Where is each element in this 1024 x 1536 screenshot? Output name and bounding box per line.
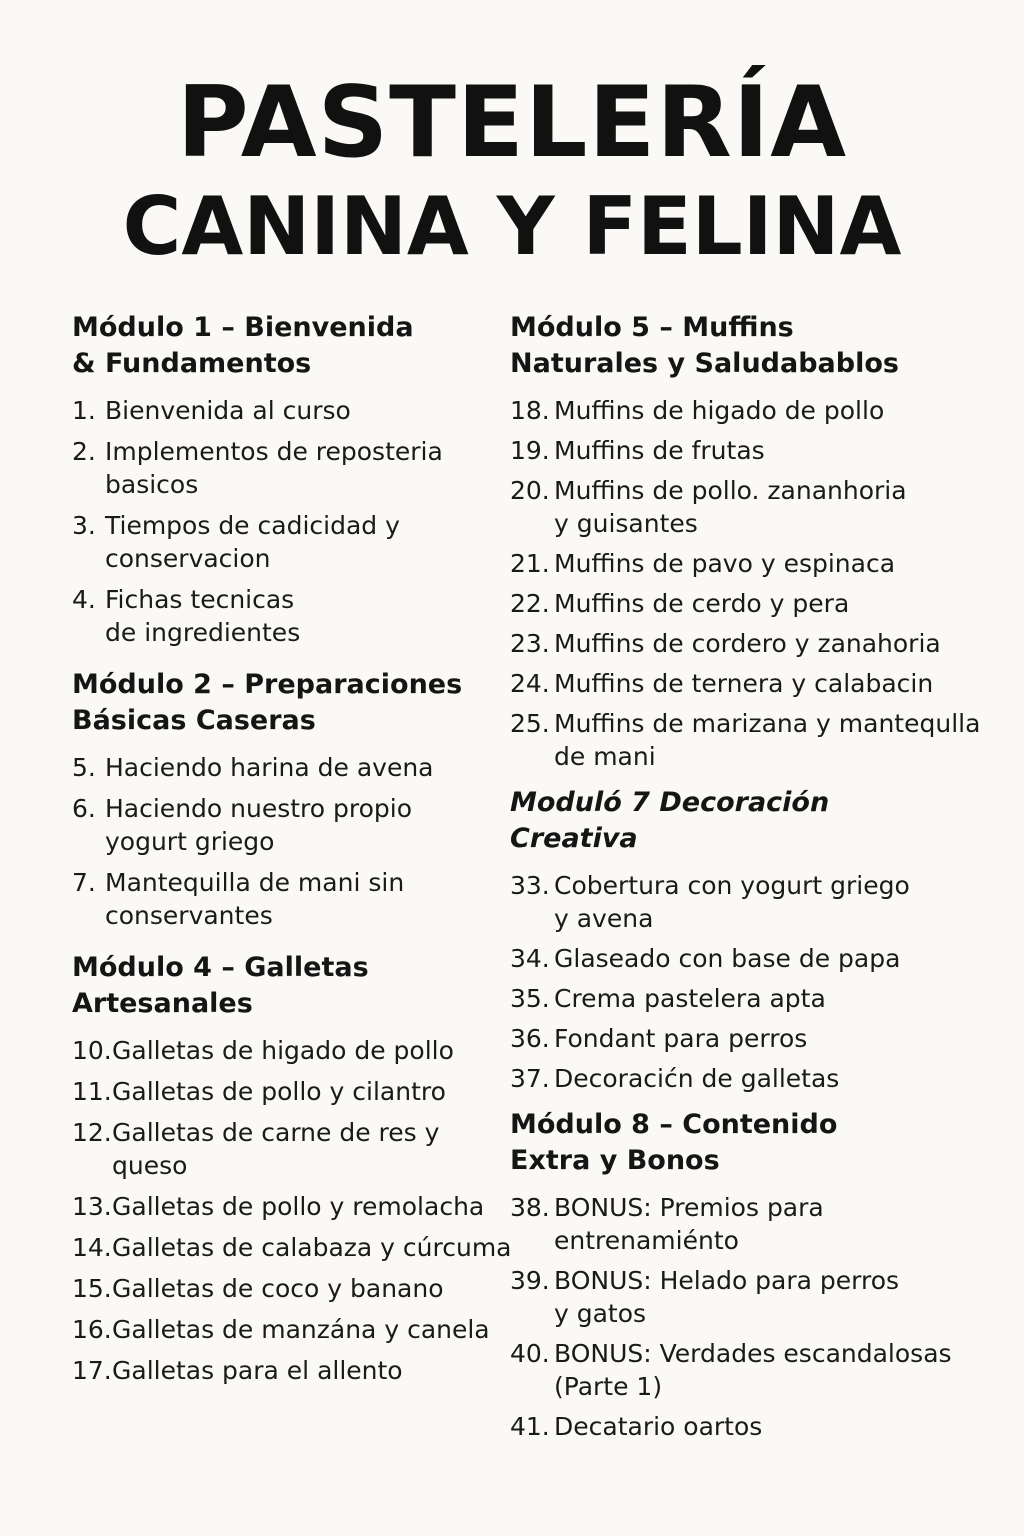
lesson-text: Galletas de pollo y remolacha: [112, 1192, 485, 1221]
module-section: [72, 310, 512, 649]
lesson-text: Muffins de cerdo y pera: [554, 589, 850, 618]
module-section: [72, 950, 512, 1387]
module-title: [72, 950, 512, 1022]
module-title: [510, 310, 1015, 382]
lesson-item: [510, 394, 1015, 427]
lesson-item: [72, 1190, 512, 1223]
lesson-number: 22.: [510, 589, 550, 618]
lesson-number: 18.: [510, 396, 550, 425]
lesson-text: queso: [112, 1151, 188, 1180]
lesson-item: [72, 583, 512, 649]
lesson-text: y guisantes: [554, 509, 698, 538]
module-title-line: Básicas Caseras: [72, 705, 316, 736]
lesson-item: [510, 434, 1015, 467]
lesson-text: Galletas para el allento: [112, 1356, 403, 1385]
module-title-line: Módulo 5 – Muffins: [510, 312, 794, 343]
lesson-item: [72, 751, 512, 784]
lesson-item: [72, 1034, 512, 1067]
lesson-text: Decatario oartos: [554, 1412, 763, 1441]
lesson-item: [72, 1272, 512, 1305]
lesson-list: [72, 751, 512, 932]
lesson-text: de mani: [554, 742, 656, 771]
lesson-number: 14.: [72, 1233, 112, 1262]
lesson-item: [510, 707, 1015, 773]
lesson-text: Implementos de reposteria: [105, 437, 443, 466]
lesson-number: 6.: [72, 794, 96, 823]
lesson-text: Decoracićn de galletas: [554, 1064, 840, 1093]
lesson-text: Fondant para perros: [554, 1024, 808, 1053]
lesson-text: Mantequilla de mani sin: [105, 868, 405, 897]
module-title-line: Módulo 4 – Galletas: [72, 952, 369, 983]
lesson-number: 24.: [510, 669, 550, 698]
module-title: [510, 1107, 1015, 1179]
lesson-number: 4.: [72, 585, 96, 614]
lesson-text: Fichas tecnicas: [105, 585, 295, 614]
lesson-number: 23.: [510, 629, 550, 658]
lesson-text: Galletas de coco y banano: [112, 1274, 444, 1303]
lesson-text: basicos: [105, 470, 199, 499]
lesson-item: [72, 1231, 512, 1264]
lesson-item: [510, 1022, 1015, 1055]
lesson-item: [510, 587, 1015, 620]
module-title: [72, 667, 512, 739]
lesson-number: 17.: [72, 1356, 112, 1385]
lesson-item: [72, 394, 512, 427]
lesson-number: 40.: [510, 1339, 550, 1368]
lesson-item: [510, 547, 1015, 580]
lesson-text: Muffins de cordero y zanahoria: [554, 629, 941, 658]
lesson-text: conservacion: [105, 544, 271, 573]
lesson-text: Bienvenida al curso: [105, 396, 351, 425]
lesson-item: [510, 1410, 1015, 1443]
lesson-text: BONUS: Premios para: [554, 1193, 824, 1222]
lesson-number: 2.: [72, 437, 96, 466]
lesson-text: Tiempos de cadicidad y: [105, 511, 400, 540]
lesson-number: 34.: [510, 944, 550, 973]
lesson-text: y gatos: [554, 1299, 647, 1328]
module-title-line: Naturales y Saludabablos: [510, 348, 899, 379]
module-title-line: Módulo 1 – Bienvenida: [72, 312, 414, 343]
module-title-line: Creativa: [510, 823, 638, 854]
lesson-number: 3.: [72, 511, 96, 540]
module-title-line: Módulo 8 – Contenido: [510, 1109, 838, 1140]
lesson-number: 37.: [510, 1064, 550, 1093]
lesson-item: [72, 866, 512, 932]
module-title: [72, 310, 512, 382]
lesson-item: [510, 942, 1015, 975]
lesson-number: 7.: [72, 868, 96, 897]
lesson-text: Muffins de ternera y calabacin: [554, 669, 934, 698]
module-section: [510, 310, 1015, 773]
right-column: [510, 310, 1015, 1443]
lesson-item: [72, 1354, 512, 1387]
lesson-text: Muffins de higado de pollo: [554, 396, 885, 425]
lesson-number: 25.: [510, 709, 550, 738]
lesson-text: Muffins de frutas: [554, 436, 765, 465]
lesson-item: [510, 627, 1015, 660]
lesson-text: Cobertura con yogurt griego: [554, 871, 910, 900]
lesson-text: Galletas de pollo y cilantro: [112, 1077, 446, 1106]
lesson-number: 19.: [510, 436, 550, 465]
lesson-text: Galletas de higado de pollo: [112, 1036, 454, 1065]
lesson-item: [510, 1337, 1015, 1403]
lesson-number: 12.: [72, 1118, 112, 1147]
lesson-item: [510, 982, 1015, 1015]
module-title-line: & Fundamentos: [72, 348, 312, 379]
lesson-list: [510, 869, 1015, 1095]
lesson-text: entrenamiénto: [554, 1226, 739, 1255]
lesson-text: Glaseado con base de papa: [554, 944, 901, 973]
module-section: [72, 667, 512, 932]
lesson-text: Haciendo nuestro propio: [105, 794, 413, 823]
lesson-number: 1.: [72, 396, 96, 425]
lesson-list: [510, 1191, 1015, 1443]
lesson-number: 38.: [510, 1193, 550, 1222]
left-column: [72, 310, 512, 1387]
lesson-item: [510, 474, 1015, 540]
lesson-item: [510, 869, 1015, 935]
lesson-number: 20.: [510, 476, 550, 505]
lesson-number: 16.: [72, 1315, 112, 1344]
lesson-number: 10.: [72, 1036, 112, 1065]
lesson-text: conservantes: [105, 901, 273, 930]
lesson-item: [510, 1062, 1015, 1095]
lesson-number: 15.: [72, 1274, 112, 1303]
lesson-text: Muffins de pavo y espinaca: [554, 549, 896, 578]
lesson-text: yogurt griego: [105, 827, 275, 856]
lesson-item: [72, 792, 512, 858]
lesson-number: 41.: [510, 1412, 550, 1441]
lesson-number: 36.: [510, 1024, 550, 1053]
lesson-text: Crema pastelera apta: [554, 984, 826, 1013]
module-title-line: Moduló 7 Decoración: [510, 787, 830, 818]
module-title-line: Extra y Bonos: [510, 1145, 720, 1176]
module-title-line: Artesanales: [72, 988, 253, 1019]
lesson-text: Galletas de calabaza y cúrcuma: [112, 1233, 512, 1262]
module-section: [510, 785, 1015, 1095]
lesson-item: [72, 435, 512, 501]
lesson-text: BONUS: Verdades escandalosas: [554, 1339, 952, 1368]
lesson-text: y avena: [554, 904, 654, 933]
lesson-item: [510, 1264, 1015, 1330]
lesson-list: [510, 394, 1015, 773]
lesson-text: Galletas de manzána y canela: [112, 1315, 490, 1344]
lesson-text: de ingredientes: [105, 618, 301, 647]
page-title-line-2: CANINA Y FELINA: [122, 180, 902, 273]
module-section: [510, 1107, 1015, 1443]
lesson-item: [72, 1116, 512, 1182]
page-title-line-1: PASTELERÍA: [176, 66, 848, 180]
lesson-item: [72, 1075, 512, 1108]
lesson-number: 5.: [72, 753, 96, 782]
lesson-number: 11.: [72, 1077, 112, 1106]
lesson-item: [72, 1313, 512, 1346]
lesson-number: 39.: [510, 1266, 550, 1295]
lesson-text: (Parte 1): [554, 1372, 663, 1401]
lesson-list: [72, 394, 512, 649]
lesson-number: 13.: [72, 1192, 112, 1221]
lesson-text: Haciendo harina de avena: [105, 753, 434, 782]
lesson-text: Muffins de marizana y mantequlla: [554, 709, 981, 738]
lesson-item: [510, 1191, 1015, 1257]
module-title-line: Módulo 2 – Preparaciones: [72, 669, 463, 700]
lesson-item: [72, 509, 512, 575]
lesson-number: 35.: [510, 984, 550, 1013]
lesson-text: Galletas de carne de res y: [112, 1118, 440, 1147]
lesson-text: BONUS: Helado para perros: [554, 1266, 900, 1295]
lesson-number: 33.: [510, 871, 550, 900]
lesson-number: 21.: [510, 549, 550, 578]
lesson-item: [510, 667, 1015, 700]
lesson-list: [72, 1034, 512, 1387]
lesson-text: Muffins de pollo. zananhoria: [554, 476, 907, 505]
module-title: [510, 785, 1015, 857]
